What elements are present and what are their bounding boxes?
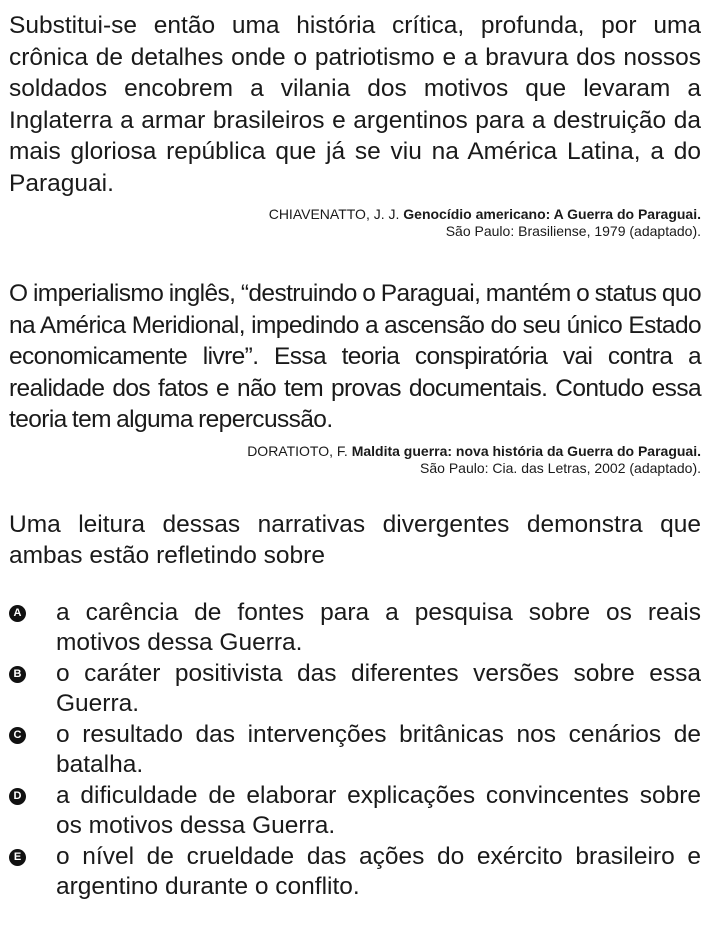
option-d[interactable]: [9, 781, 701, 841]
option-e-text: o nível de crueldade das ações do exército brasileiro e argentino durante o conflito.: [56, 842, 701, 900]
text-excerpt-2: [9, 278, 701, 477]
option-b-text: o caráter positivista das diferentes versões sobre essa Guerra.: [56, 659, 701, 717]
citation-1-title: Genocídio americano: A Guerra do Paraguai.: [403, 206, 701, 222]
option-a[interactable]: [9, 598, 701, 658]
answer-options: [9, 598, 701, 902]
citation-1-publisher: São Paulo: Brasiliense, 1979 (adaptado).: [445, 223, 701, 239]
question-page: [9, 10, 701, 918]
question-stem: Uma leitura dessas narrativas divergentes demonstra que ambas estão refletindo sobre: [9, 510, 701, 569]
option-d-letter-badge: D: [9, 788, 26, 805]
citation-2-publisher: São Paulo: Cia. das Letras, 2002 (adaptado).: [420, 459, 701, 476]
excerpt-1-citation: [9, 206, 701, 240]
option-c-text: o resultado das intervenções britânicas nos cenários de batalha.: [56, 720, 701, 778]
option-d-text: a dificuldade de elaborar explicações convincentes sobre os motivos dessa Guerra.: [56, 781, 701, 839]
text-excerpt-1: [9, 10, 701, 240]
excerpt-2-body: O imperialismo inglês, “destruindo o Paraguai, mantém o status quo na América Meridional, impedindo a ascensão do seu único Estado economicamente livre”. Essa teoria conspiratória vai contra a realidade dos fatos e não tem provas documentais. Contudo essa teoria tem alguma repercussão.: [9, 280, 701, 433]
option-e-letter-badge: E: [9, 849, 26, 866]
option-c[interactable]: [9, 720, 701, 780]
option-a-letter-badge: A: [9, 605, 26, 622]
excerpt-2-citation: [9, 443, 701, 477]
option-c-letter-badge: C: [9, 727, 26, 744]
citation-2-title: Maldita guerra: nova história da Guerra do Paraguai.: [351, 442, 701, 459]
citation-2-author: DORATIOTO, F.: [247, 442, 352, 459]
option-b[interactable]: [9, 659, 701, 719]
citation-1-author: CHIAVENATTO, J. J.: [268, 206, 404, 222]
option-b-letter-badge: B: [9, 666, 26, 683]
option-e[interactable]: [9, 842, 701, 902]
excerpt-1-body: Substitui-se então uma história crítica, profunda, por uma crônica de detalhes onde o patriotismo e a bravura dos nossos soldados encobrem a vilania dos motivos que levaram a Inglaterra a armar brasileiros e argentinos para a destruição da mais gloriosa república que já se viu na América Latina, a do Paraguai.: [9, 12, 701, 197]
option-a-text: a carência de fontes para a pesquisa sobre os reais motivos dessa Guerra.: [56, 598, 701, 656]
